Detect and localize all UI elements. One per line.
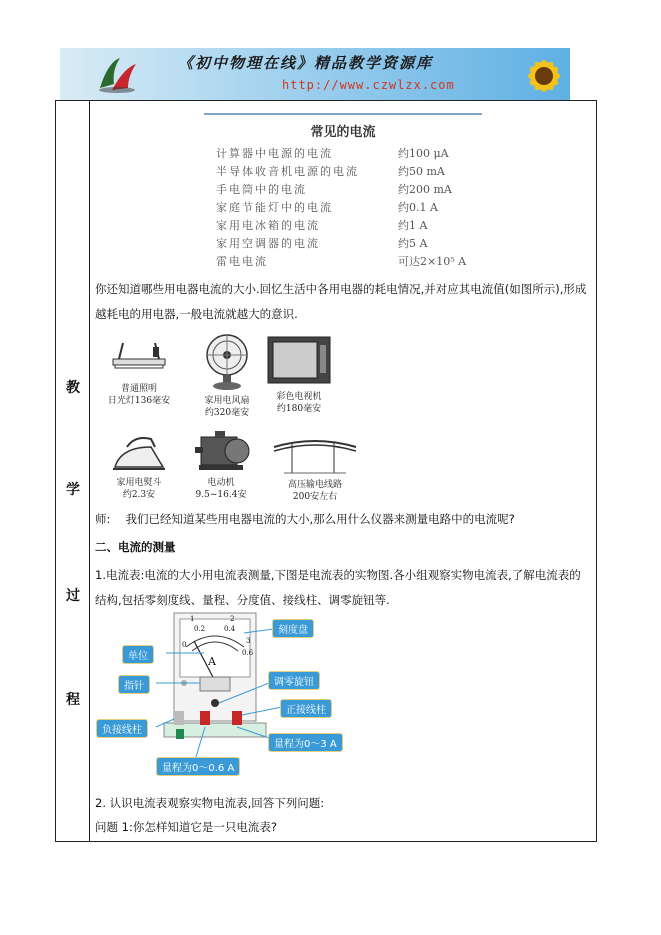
current-row: 手电筒中的电流 约200 mA [216, 183, 452, 196]
table-top-rule [204, 113, 482, 115]
callout-range-06a: 量程为0～0.6 A [156, 757, 240, 776]
appliance-current: 约320毫安 [204, 408, 250, 418]
common-currents-table [204, 113, 482, 273]
appliance-electric-fan [192, 331, 262, 419]
sunflower-icon [506, 48, 570, 100]
paragraph-observe: 2. 认识电流表观察实物电流表,回答下列问题: [95, 796, 325, 810]
callout-positive-terminal: 正接线柱 [280, 699, 332, 718]
question-1: 问题 1:你怎样知道它是一只电流表? [95, 820, 277, 834]
appliance-iron [104, 433, 174, 501]
appliance-name: 家用电风扇 [204, 396, 250, 406]
callout-needle: 指针 [118, 675, 150, 694]
scale-label: 0.4 [224, 625, 236, 633]
appliance-fluorescent-lamp [104, 337, 174, 407]
stage-column [56, 101, 90, 841]
callout-dial: 刻度盘 [272, 619, 314, 638]
appliance-current: 约2.3安 [122, 490, 156, 500]
callout-negative-terminal: 负接线柱 [96, 719, 148, 738]
appliance-current: 200安左右 [292, 492, 338, 502]
appliance-name: 电动机 [207, 478, 235, 488]
electric-fan-icon [199, 331, 255, 391]
appliance-motor [184, 431, 258, 501]
current-table-title: 常见的电流 [310, 125, 376, 140]
appliance-name: 彩色电视机 [276, 392, 322, 402]
scale-label: 0 [182, 641, 187, 649]
scale-label: 2 [230, 615, 235, 623]
header-banner [60, 48, 570, 100]
scale-label: 3 [246, 637, 251, 645]
power-line-icon [272, 431, 358, 475]
appliance-current: 9.5~16.4安 [195, 490, 247, 500]
current-row: 雷电电流 可达2×10⁵ A [216, 255, 467, 268]
motor-icon [191, 431, 251, 473]
current-row: 家用空调器的电流 约5 A [216, 237, 428, 250]
tv-icon [266, 333, 332, 387]
callout-unit: 单位 [122, 645, 154, 664]
current-row: 家庭节能灯中的电流 约0.1 A [216, 201, 438, 214]
banner-url[interactable]: http://www.czwlzx.com [282, 78, 455, 92]
current-row: 家用电冰箱的电流 约1 A [216, 219, 428, 232]
callout-range-3a: 量程为0～3 A [268, 733, 343, 752]
appliance-power-line [270, 431, 360, 503]
ammeter-illustration [96, 611, 356, 781]
side-label-jiao: 教 [66, 380, 80, 396]
current-row: 半导体收音机电源的电流 约50 mA [216, 165, 445, 178]
side-label-guo: 过 [66, 588, 80, 604]
scale-label: 1 [190, 615, 195, 623]
side-label-xue: 学 [66, 482, 80, 498]
side-label-cheng: 程 [66, 692, 80, 708]
scale-label: 0.6 [242, 649, 254, 657]
appliance-name: 高压输电线路 [287, 480, 342, 490]
iron-icon [111, 433, 167, 473]
scale-label: 0.2 [194, 625, 206, 633]
paragraph-ammeter-intro: 1.电流表:电流的大小用电流表测量,下图是电流表的实物图.各小组观察实物电流表,了解电流表的结构,包括零刻度线、量程、分度值、接线柱、调零旋钮等. [95, 568, 581, 607]
appliance-name: 家用电熨斗 [116, 478, 162, 488]
teacher-question: 师: 我们已经知道某些用电器电流的大小,那么用什么仪器来测量电路中的电流呢? [95, 512, 515, 526]
appliance-current: 日光灯136毫安 [107, 396, 171, 406]
callout-zero-knob: 调零旋钮 [268, 671, 320, 690]
paragraph-appliance-currents: 你还知道哪些用电器电流的大小.回忆生活中各用电器的耗电情况,并对应其电流值(如图所示),形成越耗电的用电器,一般电流就越大的意识. [95, 282, 587, 321]
appliance-name: 普通照明 [120, 384, 157, 394]
unit-letter: A [208, 655, 216, 668]
appliance-current: 约180毫安 [276, 404, 322, 414]
tube-lamp-icon [109, 337, 169, 379]
section-heading: 二、电流的测量 [95, 540, 176, 554]
banner-title: 《初中物理在线》精品教学资源库 [178, 54, 434, 72]
lesson-table [55, 100, 597, 842]
current-row: 计算器中电源的电流 约100 μA [216, 147, 449, 160]
appliance-color-tv [262, 333, 336, 415]
ammeter-diagram [96, 611, 356, 781]
logo-icon [94, 54, 140, 94]
